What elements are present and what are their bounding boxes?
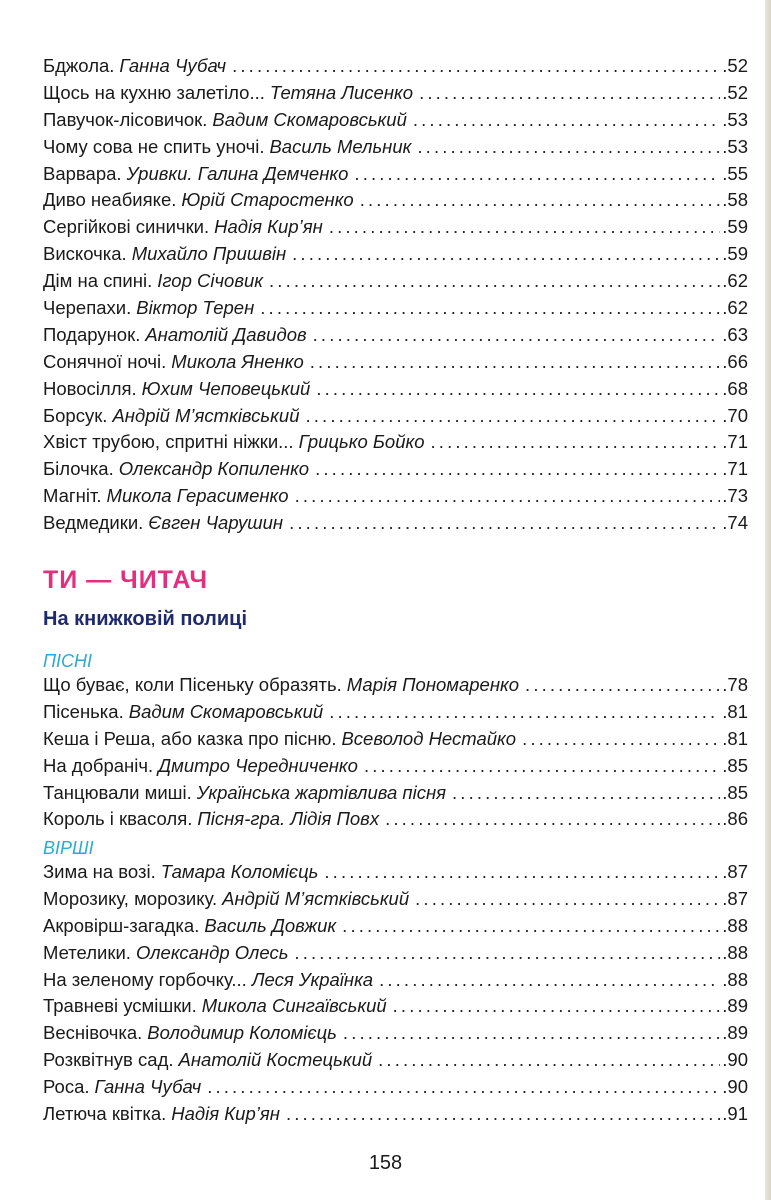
dot-leader: [379, 967, 720, 994]
entry-title: Король і квасоля.: [43, 808, 193, 830]
entry-page-number: .90: [722, 1076, 748, 1098]
dot-leader: [289, 510, 720, 537]
entry-page-number: .62: [722, 270, 748, 292]
entry-title: Павучок-лісовичок.: [43, 108, 208, 130]
entry-page-number: .91: [722, 1103, 748, 1125]
dot-leader: [522, 726, 720, 753]
entry-page-number: .87: [722, 887, 748, 909]
toc-entry: [43, 913, 748, 940]
dot-leader: [364, 753, 720, 780]
entry-title: Хвіст трубою, спритні ніжки...: [43, 431, 294, 453]
entry-title: Подарунок.: [43, 323, 141, 345]
entry-title: Білочка.: [43, 458, 114, 480]
entry-page-number: .68: [722, 377, 748, 399]
dot-leader: [393, 993, 721, 1020]
toc-entry: [43, 806, 748, 833]
entry-page-number: .70: [722, 404, 748, 426]
subsection-title: На книжковій полиці: [43, 608, 248, 630]
entry-title: Магніт.: [43, 485, 102, 507]
dot-leader: [232, 53, 720, 80]
dot-leader: [305, 403, 720, 430]
toc-entry: [43, 429, 748, 456]
dot-leader: [431, 429, 721, 456]
entry-title: Борсук.: [43, 404, 108, 426]
entry-title: Веснівочка.: [43, 1022, 143, 1044]
toc-entry: [43, 993, 748, 1020]
toc-entry: [43, 886, 748, 913]
toc-entry: [43, 859, 748, 886]
entry-page-number: .74: [722, 512, 748, 534]
dot-leader: [413, 107, 720, 134]
entry-page-number: .89: [722, 1022, 748, 1044]
entry-page-number: .88: [722, 968, 748, 990]
entry-title: Кеша і Реша, або казка про пісню.: [43, 727, 337, 749]
entry-author: Пісня-гра. Лідія Повх: [197, 808, 380, 830]
entry-author: Ганна Чубач: [94, 1076, 202, 1098]
toc-entry: [43, 107, 748, 134]
dot-leader: [342, 913, 720, 940]
entry-page-number: .88: [722, 941, 748, 963]
entry-page-number: .71: [722, 458, 748, 480]
dot-leader: [360, 187, 721, 214]
entry-author: Михайло Пришвін: [131, 243, 287, 265]
entry-author: Вадим Скомаровський: [128, 700, 324, 722]
dot-leader: [292, 241, 720, 268]
entry-author: Андрій М’ястківський: [222, 887, 410, 909]
entry-author: Надія Кир’ян: [171, 1103, 280, 1125]
entry-author: Українська жартівлива пісня: [196, 781, 447, 803]
entry-title: Танцювали миші.: [43, 781, 192, 803]
entry-author: Леся Українка: [251, 968, 374, 990]
entry-title: Зима на возі.: [43, 861, 156, 882]
entry-page-number: .66: [722, 350, 748, 372]
entry-author: Тетяна Лисенко: [269, 81, 414, 103]
toc-entry: [43, 268, 748, 295]
toc-entry: [43, 1074, 748, 1101]
toc-entry: [43, 780, 748, 807]
entry-author: Надія Кир’ян: [214, 216, 323, 238]
dot-leader: [269, 268, 720, 295]
entry-author: Юхим Чеповецький: [141, 377, 311, 399]
entry-title: Метелики.: [43, 941, 131, 963]
entry-author: Микола Яненко: [171, 350, 304, 372]
entry-page-number: .52: [722, 81, 748, 103]
toc-entry: [43, 726, 748, 753]
entry-author: Андрій М’ястківський: [112, 404, 300, 426]
entry-page-number: .73: [722, 485, 748, 507]
entry-author: Володимир Коломієць: [147, 1022, 337, 1044]
page-edge: [765, 0, 771, 1200]
toc-entry: [43, 241, 748, 268]
dot-leader: [385, 806, 720, 833]
entry-author: Анатолій Костецький: [178, 1049, 373, 1071]
toc-entry: [43, 53, 748, 80]
dot-leader: [313, 322, 721, 349]
section-title: ТИ — ЧИТАЧ: [43, 566, 209, 594]
toc-entry: [43, 1101, 748, 1128]
dot-leader: [525, 672, 720, 699]
entry-page-number: .87: [722, 861, 748, 882]
toc-entry: [43, 161, 748, 188]
entry-page-number: .88: [722, 914, 748, 936]
toc-entry: [43, 349, 748, 376]
toc-list-top: [43, 53, 748, 537]
dot-leader: [310, 349, 721, 376]
dot-leader: [329, 699, 720, 726]
entry-author: Всеволод Нестайко: [341, 727, 517, 749]
entry-author: Ганна Чубач: [119, 55, 227, 76]
toc-entry: [43, 322, 748, 349]
entry-title: Диво неабияке.: [43, 189, 177, 211]
entry-author: Віктор Терен: [136, 297, 255, 319]
poems-block: [43, 837, 748, 1128]
toc-entry: [43, 672, 748, 699]
toc-entry: [43, 1020, 748, 1047]
toc-list-songs: [43, 672, 748, 833]
entry-title: Морозику, морозику.: [43, 887, 218, 909]
entry-title: Акровірш-загадка.: [43, 914, 200, 936]
dot-leader: [415, 886, 720, 913]
toc-entry: [43, 753, 748, 780]
entry-page-number: .63: [722, 323, 748, 345]
dot-leader: [260, 295, 720, 322]
dot-leader: [295, 483, 721, 510]
entry-page-number: .53: [722, 135, 748, 157]
entry-author: Олександр Копиленко: [118, 458, 310, 480]
toc-entry: [43, 214, 748, 241]
entry-author: Марія Пономаренко: [346, 674, 520, 695]
entry-title: Бджола.: [43, 55, 115, 76]
entry-title: Варвара.: [43, 162, 122, 184]
toc-entry: [43, 456, 748, 483]
entry-title: Черепахи.: [43, 297, 132, 319]
entry-title: Щось на кухню залетіло...: [43, 81, 265, 103]
entry-author: Олександр Олесь: [135, 941, 289, 963]
dot-leader: [452, 780, 720, 807]
dot-leader: [324, 859, 720, 886]
entry-author: Вадим Скомаровський: [212, 108, 407, 130]
entry-title: На зеленому горбочку...: [43, 968, 247, 990]
entry-page-number: .81: [722, 700, 748, 722]
toc-entry: [43, 940, 748, 967]
entry-page-number: .85: [722, 754, 748, 776]
entry-title: Чому сова не спить уночі.: [43, 135, 265, 157]
entry-title: Вискочка.: [43, 243, 127, 265]
dot-leader: [294, 940, 720, 967]
entry-title: Ведмедики.: [43, 512, 144, 534]
dot-leader: [207, 1074, 720, 1101]
entry-page-number: .86: [722, 808, 748, 830]
toc-entry: [43, 699, 748, 726]
dot-leader: [329, 214, 720, 241]
toc-entry: [43, 403, 748, 430]
entry-page-number: .55: [722, 162, 748, 184]
entry-page-number: .90: [722, 1049, 748, 1071]
entry-title: Дім на спині.: [43, 270, 153, 292]
songs-block: [43, 650, 748, 833]
entry-author: Дмитро Чередниченко: [158, 754, 358, 776]
entry-page-number: .59: [722, 243, 748, 265]
entry-author: Уривки. Галина Демченко: [126, 162, 349, 184]
entry-author: Тамара Коломієць: [160, 861, 319, 882]
dot-leader: [343, 1020, 720, 1047]
dot-leader: [417, 134, 720, 161]
entry-author: Анатолій Давидов: [145, 323, 307, 345]
entry-page-number: .58: [722, 189, 748, 211]
entry-page-number: .62: [722, 297, 748, 319]
category-label-songs: ПІСНІ: [43, 651, 93, 671]
entry-title: Сергійкові синички.: [43, 216, 210, 238]
toc-entry: [43, 295, 748, 322]
entry-title: На добраніч.: [43, 754, 154, 776]
entry-page-number: .53: [722, 108, 748, 130]
entry-title: Роса.: [43, 1076, 90, 1098]
toc-entry: [43, 483, 748, 510]
entry-page-number: .52: [722, 55, 748, 76]
entry-page-number: .89: [722, 995, 748, 1017]
entry-title: Розквітнув сад.: [43, 1049, 174, 1071]
entry-author: Василь Довжик: [204, 914, 337, 936]
entry-page-number: .59: [722, 216, 748, 238]
dot-leader: [316, 376, 720, 403]
entry-title: Що буває, коли Пісеньку образять.: [43, 674, 342, 695]
entry-page-number: .78: [722, 674, 748, 695]
toc-entry: [43, 1047, 748, 1074]
entry-author: Василь Мельник: [269, 135, 412, 157]
entry-author: Грицько Бойко: [298, 431, 425, 453]
dot-leader: [378, 1047, 720, 1074]
entry-author: Микола Сингаївський: [201, 995, 387, 1017]
entry-title: Новосілля.: [43, 377, 137, 399]
entry-author: Євген Чарушин: [148, 512, 284, 534]
entry-author: Микола Герасименко: [106, 485, 289, 507]
entry-page-number: .85: [722, 781, 748, 803]
toc-entry: [43, 967, 748, 994]
entry-page-number: .71: [722, 431, 748, 453]
toc-entry: [43, 187, 748, 214]
entry-page-number: .81: [722, 727, 748, 749]
page-number: 158: [368, 1152, 403, 1174]
dot-leader: [315, 456, 720, 483]
entry-title: Пісенька.: [43, 700, 124, 722]
toc-entry: [43, 376, 748, 403]
toc-entry: [43, 80, 748, 107]
dot-leader: [419, 80, 720, 107]
toc-entry: [43, 510, 748, 537]
toc-list-poems: [43, 859, 748, 1128]
dot-leader: [286, 1101, 720, 1128]
entry-author: Юрій Старостенко: [181, 189, 354, 211]
entry-title: Сонячної ночі.: [43, 350, 167, 372]
entry-title: Летюча квітка.: [43, 1103, 167, 1125]
category-label-poems: ВІРШІ: [43, 838, 94, 858]
toc-entry: [43, 134, 748, 161]
entry-title: Травневі усмішки.: [43, 995, 197, 1017]
dot-leader: [354, 161, 720, 188]
entry-author: Ігор Січовик: [157, 270, 264, 292]
